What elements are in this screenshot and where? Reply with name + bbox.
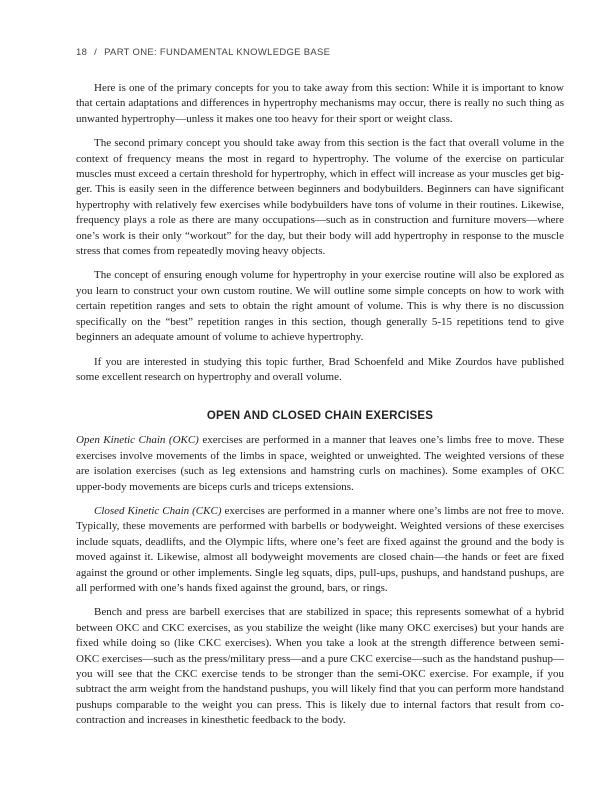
okc-text: exercises are performed in a manner that leaves one’s limbs free to move. These exercises involve movements of the limbs in space, weighted or unweighted. The weighted versions of these are isolation exercises (such as leg extensions and hamstring curls on machines). Some examples of OKC upper-body movements are biceps curls and triceps extensions.	[76, 434, 564, 493]
paragraph-further-reading: If you are interested in studying this topic further, Brad Schoenfeld and Mike Zourdos have published some excellent research on hypertrophy and overall volume.	[76, 355, 564, 383]
ckc-text: exercises are performed in a manner where one’s limbs are not free to move. Typically, these movements are performed with barbells or bodyweight. Weighted versions of these exercises include squats, deadlifts, and the Olympic lifts, where one’s feet are fixed against the ground and the body is moved against it. Likewise, almost all bodyweight movements are closed chain—the hands or feet are fixed against the ground or other implements. Single leg squats, dips, pull-ups, pushups, and handstand pushups, are all performed with one’s hands fixed against the ground, bars, or rings.	[76, 504, 564, 594]
page-body	[76, 81, 564, 738]
paragraph-volume-routine: The concept of ensuring enough volume for hypertrophy in your exercise routine will also be explored as you learn to construct your own custom routine. We will outline some simple concepts on how to work with certain repetition ranges and sets to obtain the right amount of volume. This is why there is no discussion specifically on the “best” repetition ranges in this section, though generally 5-15 repetitions tend to give beginners an adequate amount of volume to achieve hypertrophy.	[76, 269, 564, 344]
paragraph-ckc	[76, 504, 564, 596]
okc-term: Open Kinetic Chain (OKC)	[76, 434, 199, 447]
section-heading: OPEN AND CLOSED CHAIN EXERCISES	[206, 410, 434, 423]
paragraph-okc	[76, 433, 564, 495]
paragraph-volume-frequency: The second primary concept you should take away from this section is the fact that overall volume in the context of frequency means the most in regard to hypertrophy. The volume of the exercise on particular muscles must exceed a certain threshold for hypertrophy, which in effect will increase as your muscles get bigger. This is easily seen in the difference between beginners and bodybuilders. Beginners can have significant hypertrophy with relatively few exercises while bodybuilders have tons of volume in their routines. Likewise, frequency plays a role as there are many occupations—such as in construction and furniture movers—where one’s work is their only “workout” for the day, but their body will add hypertrophy in response to the muscle stress that comes from repeatedly moving heavy objects.	[76, 137, 564, 258]
ckc-term: Closed Kinetic Chain (CKC)	[94, 504, 222, 517]
running-header	[76, 47, 330, 58]
paragraph-bench-press: Bench and press are barbell exercises that are stabilized in space; this represents somewhat of a hybrid between OKC and CKC exercises, as you stabilize the weight (like many OKC exercises) but your hands are fixed while doing so (like CKC exercises). When you take a look at the strength difference between semi-OKC exercises—such as the press/military press—and a pure CKC exercise—such as the handstand pushup—you will see that the CKC exercise tends to be stronger than the semi-OKC exercise. For example, if you subtract the arm weight from the handstand pushups, you will likely find that you can perform more handstand pushups comparable to the weight you can press. This is likely due to internal factors that result from co-contraction and increases in kinesthetic feedback to the body.	[76, 606, 564, 727]
part-title: PART ONE: FUNDAMENTAL KNOWLEDGE BASE	[104, 47, 331, 58]
header-separator: /	[94, 47, 98, 58]
paragraph-key-concept: Here is one of the primary concepts for you to take away from this section: While it is important to know that certain adaptations and differences in hypertrophy mechanisms may occur, there is really no such thing as unwanted hypertrophy—unless it makes one too heavy for their sport or weight class.	[76, 82, 564, 125]
page-number: 18	[76, 47, 88, 58]
